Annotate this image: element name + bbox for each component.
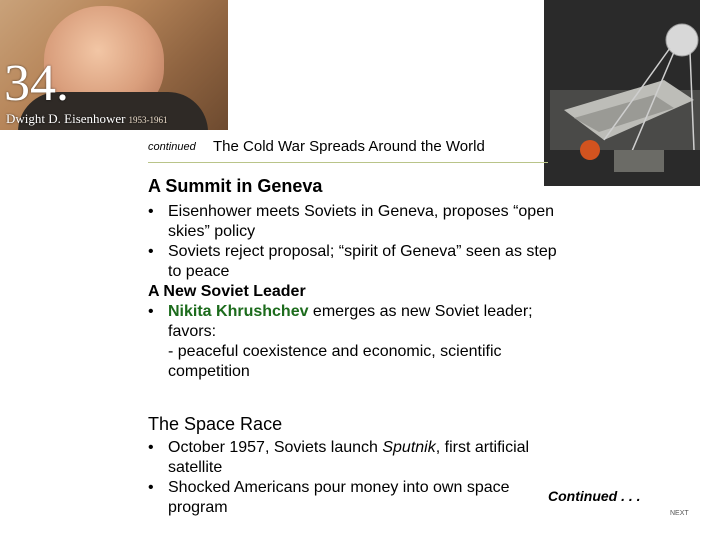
space-race-block [148,438,548,518]
next-button[interactable]: NEXT [670,510,689,517]
section-header [148,138,548,163]
president-name-caption [6,111,168,127]
continued-footer: Continued . . . [548,488,641,504]
space-bullet-1-post: , first artificial satellite [168,439,530,476]
sputnik-illustration [544,0,700,186]
list-item [148,242,568,282]
list-item [148,438,548,478]
summit-heading: A Summit in Geneva [148,176,323,196]
list-item [148,478,548,518]
space-bullet-2: Shocked Americans pour money into own space program [168,479,510,516]
continued-tag: continued [148,141,196,153]
summit-bullet-2: Soviets reject proposal; “spirit of Geneva” seen as step to peace [168,243,557,280]
bullet-marker: • [148,439,154,456]
bullet-marker: • [148,479,154,496]
bullet-marker: • [148,203,154,220]
list-item [148,302,568,342]
summit-and-leader-block [148,202,568,382]
leader-bullet-text: emerges as new Soviet leader; favors: [168,303,533,340]
list-item [148,202,568,242]
bullet-marker: • [148,243,154,260]
new-leader-heading: A New Soviet Leader [148,283,306,300]
sputnik-image [544,0,700,186]
space-bullet-1-pre: October 1957, Soviets launch [168,439,383,456]
leader-sub-item: - peaceful coexistence and economic, scientific competition [168,343,502,380]
khrushchev-name: Nikita Khrushchev [168,303,309,320]
president-number: 34. [4,55,69,112]
summit-bullet-1: Eisenhower meets Soviets in Geneva, proposes “open skies” policy [168,203,554,240]
section-title: The Cold War Spreads Around the World [213,138,485,155]
space-race-heading: The Space Race [148,414,283,434]
president-name: Dwight D. Eisenhower [6,111,126,126]
president-years: 1953-1961 [128,115,168,125]
eisenhower-portrait [0,0,228,130]
sputnik-name: Sputnik [382,439,436,456]
bullet-marker: • [148,303,154,320]
